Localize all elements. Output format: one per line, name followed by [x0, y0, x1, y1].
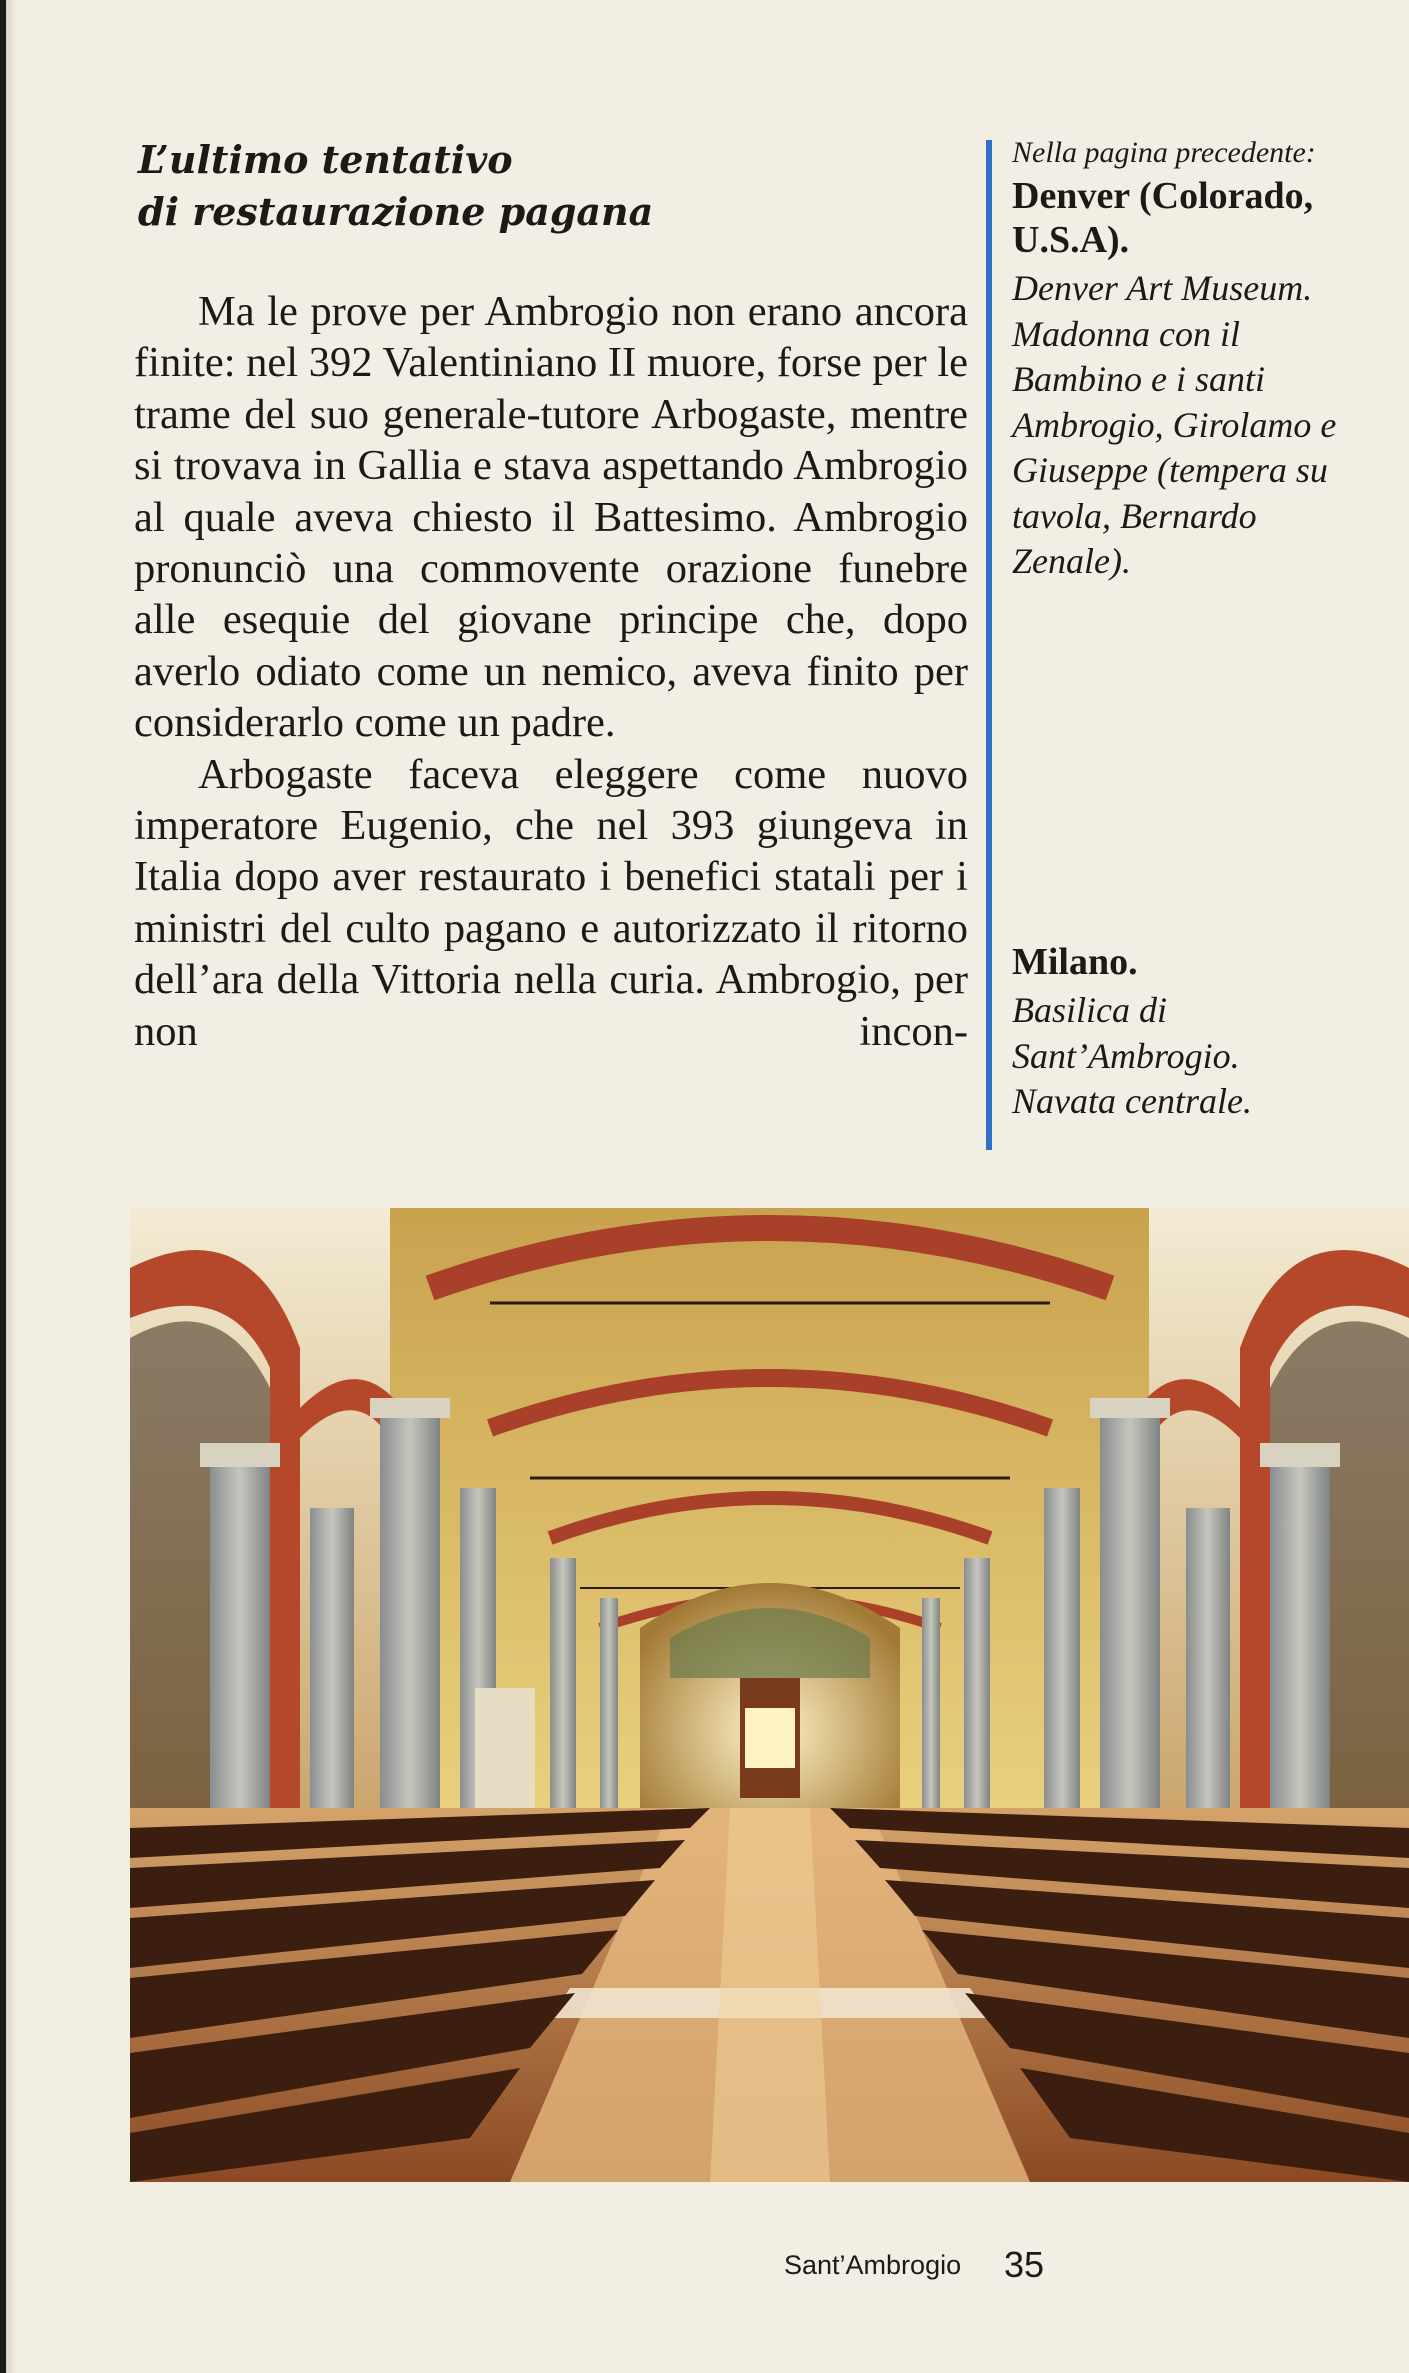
caption-previous-page	[1012, 136, 1342, 585]
paragraph-1: Ma le prove per Ambrogio non erano ancora finite: nel 392 Valentiniano II muore, forse per le trame del suo generale-tutore Arbogaste, mentre si trovava in Gallia e stava aspettando Ambrogio al quale aveva chiesto il Battesimo. Ambrogio pronunciò una commovente orazione funebre alle esequie del giovane principe che, dopo averlo odiato come un nemico, aveva finito per considerarlo come un padre.	[134, 288, 968, 747]
book-page	[6, 0, 1409, 2373]
caption-photo	[1012, 936, 1342, 1125]
body-text	[134, 286, 968, 1057]
page-footer	[6, 2244, 1409, 2284]
binding-edge	[6, 0, 16, 2373]
caption-rule	[986, 140, 992, 1150]
page-number: 35	[1004, 2244, 1045, 2285]
caption-place-milano: Milano.	[1012, 941, 1138, 983]
heading-line-1: L’ultimo tentativo	[138, 137, 513, 182]
caption-description-milano: Basilica di Sant’Ambrogio. Navata centrale.	[1012, 990, 1252, 1121]
basilica-photo	[130, 1208, 1409, 2182]
caption-intro: Nella pagina precedente:	[1012, 136, 1316, 169]
caption-description-denver: Denver Art Museum. Madonna con il Bambino e i santi Ambrogio, Girolamo e Giuseppe (tempera su tavola, Bernardo Zenale).	[1012, 268, 1337, 581]
heading-line-2: di restaurazione pagana	[138, 189, 654, 234]
basilica-nave-illustration	[130, 1208, 1409, 2182]
caption-place-denver: Denver (Colorado, U.S.A).	[1012, 175, 1314, 261]
paragraph-2: Arbogaste faceva eleggere come nuovo imperatore Eugenio, che nel 393 giungeva in Italia dopo aver restaurato i benefici statali per i ministri del culto pagano e autorizzato il ritorno dell’ara della Vittoria nella curia. Ambrogio, per non incon-	[134, 750, 968, 1055]
running-head: Sant’Ambrogio	[784, 2250, 962, 2280]
section-heading	[138, 134, 698, 238]
